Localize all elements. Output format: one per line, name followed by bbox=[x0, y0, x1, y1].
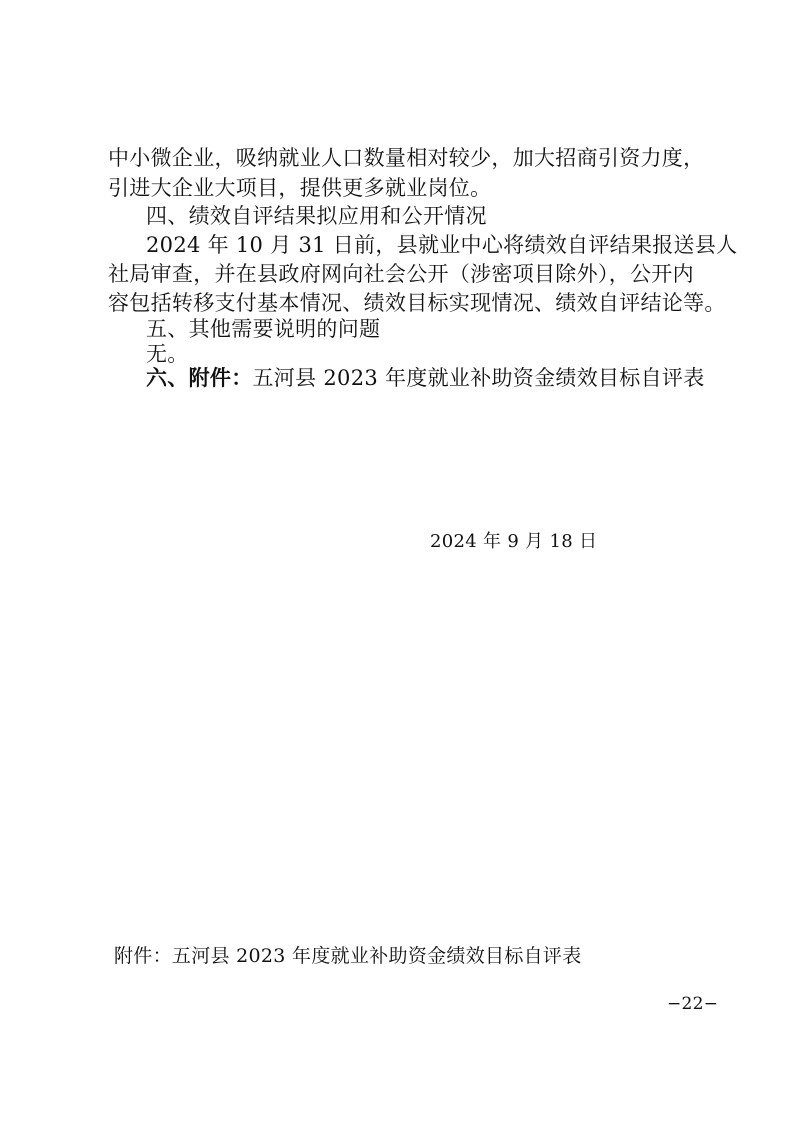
attachment-heading-text: 五河县 2023 年度就业补助资金绩效目标自评表 bbox=[252, 366, 705, 390]
body-line-5: 容包括转移支付基本情况、绩效目标实现情况、绩效自评结论等。 bbox=[108, 291, 726, 315]
attachment-heading bbox=[146, 366, 705, 390]
body-line-4: 社局审查，并在县政府网向社会公开（涉密项目除外），公开内 bbox=[108, 262, 694, 286]
attachment-heading-label: 六、附件： bbox=[146, 365, 253, 390]
document-date: 2024 年 9 月 18 日 bbox=[430, 531, 598, 552]
section-heading-5: 五、其他需要说明的问题 bbox=[146, 317, 381, 341]
body-line-1: 中小微企业，吸纳就业人口数量相对较少，加大招商引资力度， bbox=[108, 146, 705, 170]
body-line-2: 引进大企业大项目，提供更多就业岗位。 bbox=[108, 176, 492, 200]
attachment-footnote: 附件：五河县 2023 年度就业补助资金绩效目标自评表 bbox=[114, 945, 582, 967]
body-line-3: 2024 年 10 月 31 日前，县就业中心将绩效自评结果报送县人 bbox=[146, 233, 738, 257]
body-line-6: 无。 bbox=[146, 342, 189, 366]
section-heading-4: 四、绩效自评结果拟应用和公开情况 bbox=[146, 204, 487, 228]
page-number: −22− bbox=[667, 994, 719, 1014]
